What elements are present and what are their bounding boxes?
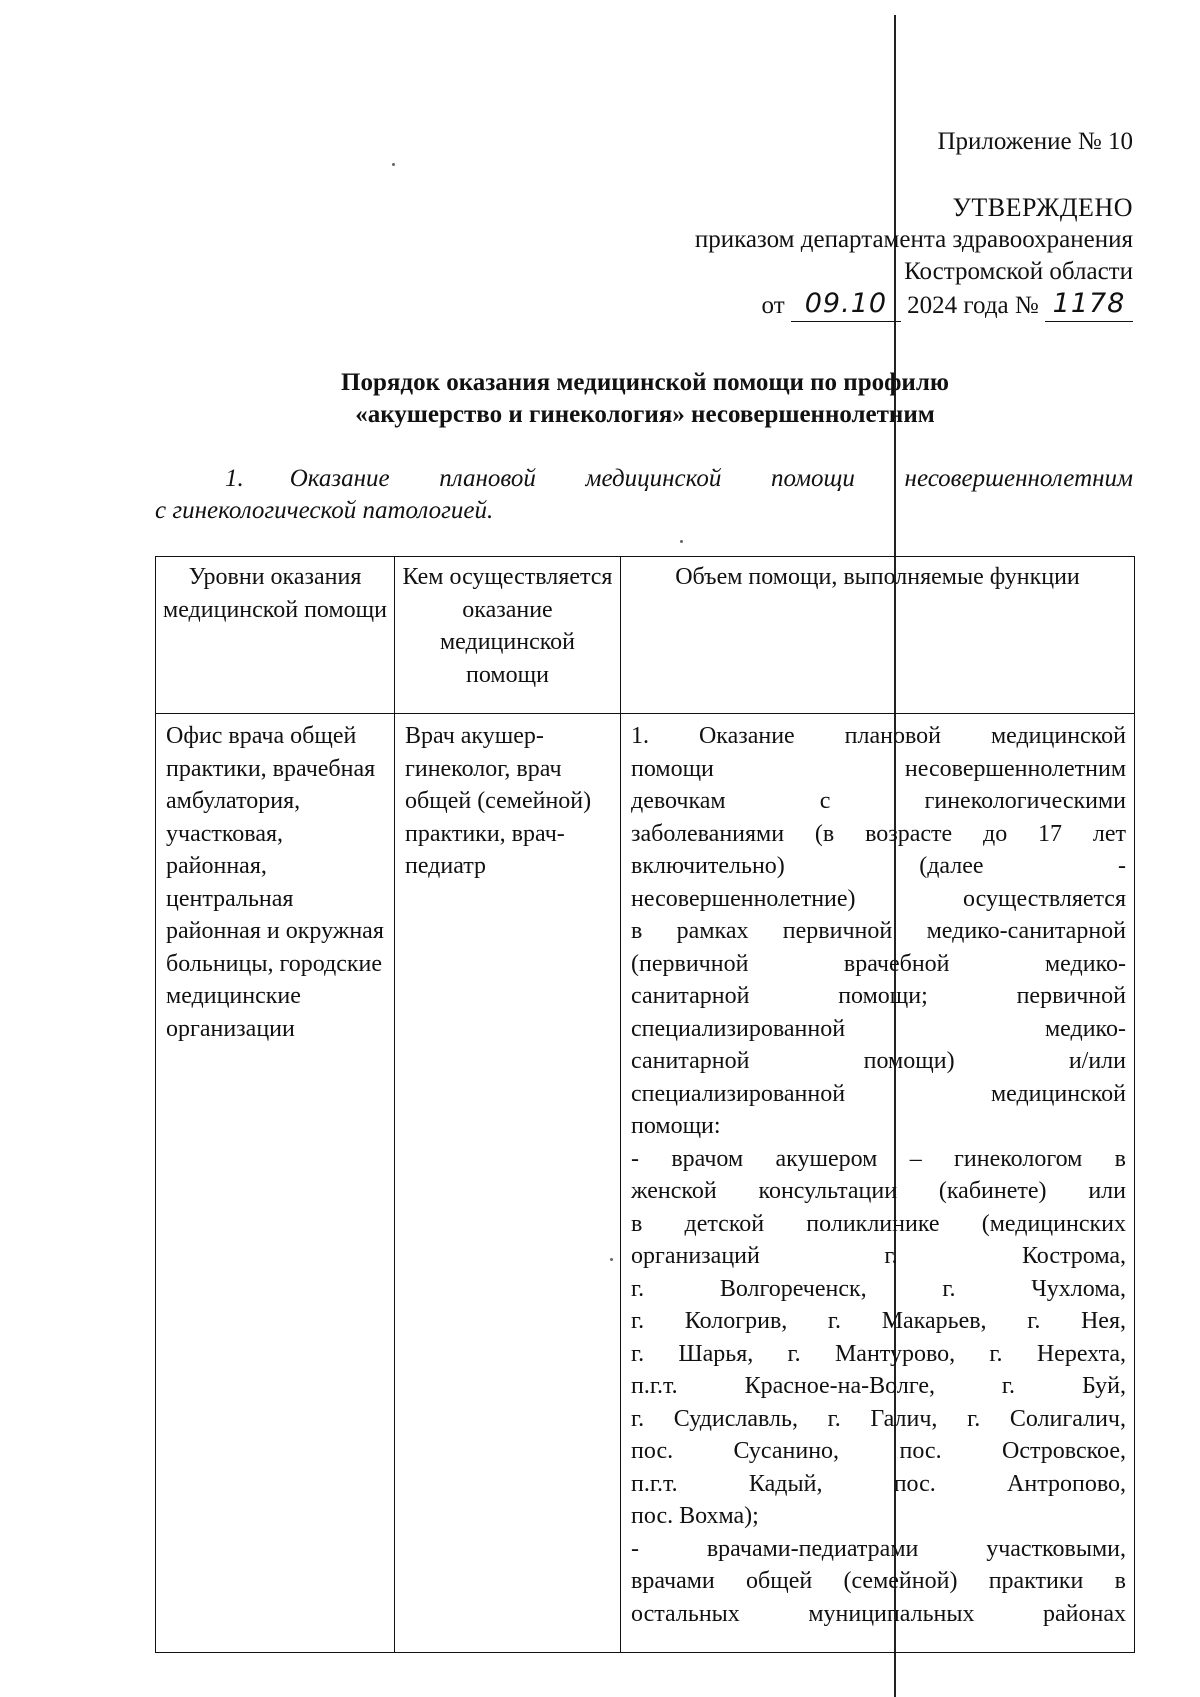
- scope-line: пос. Сусанино, пос. Островское,: [631, 1438, 1126, 1464]
- section-number: 1.: [225, 465, 244, 492]
- scope-line: врачами общей (семейной) практики в: [631, 1568, 1126, 1594]
- header-who: Кем осуществляется оказание медицинской помощи: [395, 557, 621, 714]
- order-date-line: [695, 288, 1133, 322]
- scope-line: остальных муниципальных районах: [631, 1600, 1126, 1627]
- scope-line: специализированной медицинской: [631, 1080, 1126, 1107]
- scope-line: - врачом акушером – гинекологом в: [631, 1145, 1126, 1172]
- title-line-1: Порядок оказания медицинской помощи по профилю: [341, 369, 949, 396]
- cell-levels: Офис врача общей практики, врачебная амбулатория, участковая, районная, центральная районная и окружная больницы, городские медицинские организации: [156, 714, 395, 1653]
- header-scope: Объем помощи, выполняемые функции: [621, 557, 1135, 714]
- scope-line: в рамках первичной медико-санитарной: [631, 918, 1126, 944]
- scan-speck: [680, 540, 683, 543]
- section-line-1: [155, 463, 1133, 495]
- scope-line: (первичной врачебной медико-: [631, 950, 1126, 977]
- scope-line: специализированной медико-: [631, 1015, 1126, 1042]
- cell-scope: [621, 714, 1135, 1653]
- scope-line: девочкам с гинекологическими: [631, 788, 1126, 814]
- order-line-1: приказом департамента здравоохранения: [694, 226, 1133, 253]
- handwritten-number: 1178: [1052, 288, 1126, 319]
- section-text-1: Оказание плановой медицинской помощи несовершеннолетним: [289, 465, 1133, 492]
- number-blank: [1045, 288, 1133, 322]
- scope-line: п.г.т. Кадый, пос. Антропово,: [631, 1470, 1126, 1497]
- approval-block: [695, 192, 1133, 322]
- attachment-number: Приложение № 10: [937, 128, 1133, 155]
- cell-who: Врач акушер-гинеколог, врач общей (семейной) практики, врач-педиатр: [395, 714, 621, 1653]
- scope-line: помощи:: [631, 1113, 721, 1139]
- scope-line: санитарной помощи; первичной: [631, 983, 1126, 1009]
- scope-line: п.г.т. Красное-на-Волге, г. Буй,: [631, 1373, 1126, 1399]
- date-prefix: от: [761, 292, 785, 319]
- scope-line: санитарной помощи) и/или: [631, 1048, 1126, 1074]
- scope-line: женской консультации (кабинете) или: [631, 1178, 1126, 1204]
- document-title: [150, 367, 1140, 431]
- scope-line: г. Судиславль, г. Галич, г. Солигалич,: [631, 1405, 1126, 1432]
- order-line-2: Костромской области: [904, 258, 1133, 285]
- section-line-2: с гинекологической патологией.: [155, 497, 494, 524]
- care-levels-table: [155, 556, 1135, 1653]
- scope-line: организаций г. Кострома,: [631, 1243, 1126, 1269]
- table-header-row: [156, 557, 1135, 714]
- scan-speck: [392, 163, 395, 166]
- scope-line: несовершеннолетние) осуществляется: [631, 885, 1126, 912]
- title-line-2: «акушерство и гинекология» несовершеннолетним: [355, 401, 935, 428]
- scope-line: г. Шарья, г. Мантурово, г. Нерехта,: [631, 1340, 1126, 1367]
- date-blank: [791, 288, 901, 322]
- header-levels: Уровни оказания медицинской помощи: [156, 557, 395, 714]
- table-row: [156, 714, 1135, 1653]
- scope-line: пос. Вохма);: [631, 1503, 759, 1529]
- section-heading: [155, 463, 1133, 527]
- scope-line: г. Кологрив, г. Макарьев, г. Нея,: [631, 1308, 1126, 1334]
- date-year: 2024 года №: [907, 292, 1039, 319]
- scope-line: - врачами-педиатрами участковыми,: [631, 1535, 1126, 1562]
- scope-line: в детской поликлинике (медицинских: [631, 1210, 1126, 1237]
- approved-label: УТВЕРЖДЕНО: [952, 193, 1133, 222]
- scope-line: г. Волгореченск, г. Чухлома,: [631, 1275, 1126, 1302]
- scope-line: 1. Оказание плановой медицинской: [631, 723, 1126, 749]
- scope-line: включительно) (далее -: [631, 853, 1126, 879]
- scope-line: помощи несовершеннолетним: [631, 755, 1126, 782]
- handwritten-date: 09.10: [804, 288, 888, 319]
- scope-line: заболеваниями (в возрасте до 17 лет: [631, 820, 1126, 847]
